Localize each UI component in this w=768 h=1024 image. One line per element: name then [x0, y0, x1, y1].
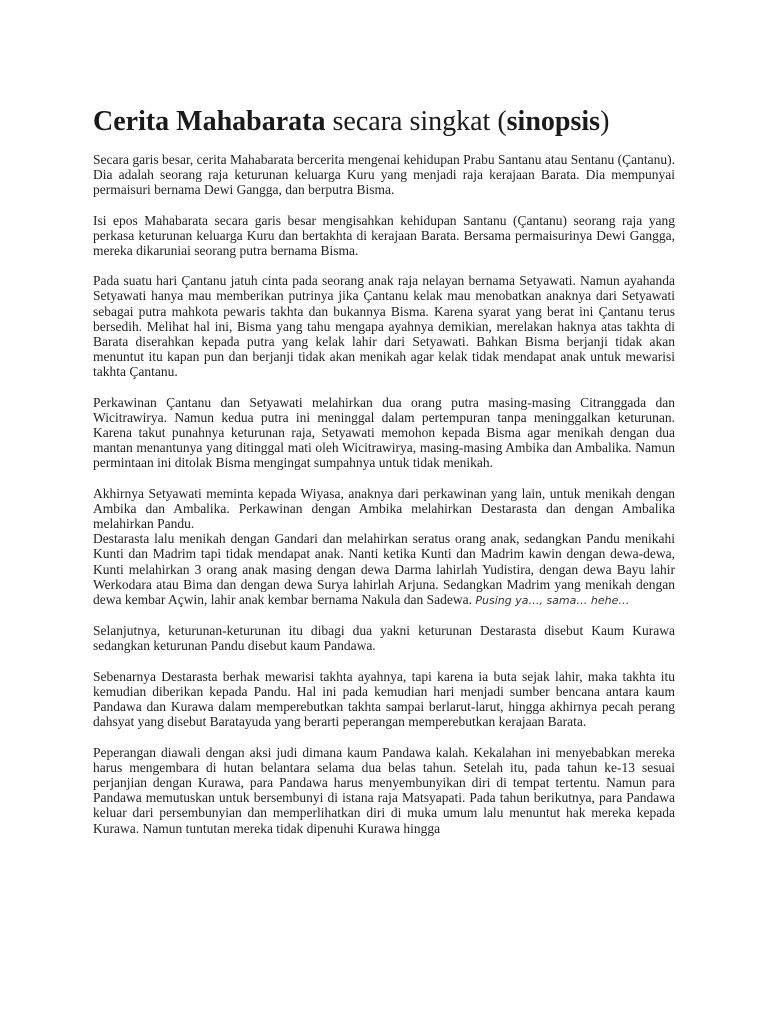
paragraph-8: Peperangan diawali dengan aksi judi dimana kaum Pandawa kalah. Kekalahan ini menyebabkan mereka harus mengembara di hutan belantara selama dua belas tahun. Setelah itu, pada tahun ke-13 sesuai perjanjian dengan Kurawa, para Pandawa harus menyembunyikan diri di tempat tertentu. Namun para Pandawa memutuskan untuk bersembunyi di istana raja Matsyapati. Pada tahun berikutnya, para Pandawa keluar dari persembunyian dan memperlihatkan diri di muka umum lalu menuntut hak mereka kepada Kurawa. Namun tuntutan mereka tidak dipenuhi Kurawa hingga [93, 744, 675, 836]
page-title [93, 104, 675, 140]
paragraph-1: Secara garis besar, cerita Mahabarata bercerita mengenai kehidupan Prabu Santanu atau Sentanu (Çantanu). Dia adalah seorang raja keturunan keluarga Kuru yang menjadi raja kerajaan Barata. Dia mempunyai permaisuri bernama Dewi Gangga, dan berputra Bisma. [93, 152, 675, 198]
title-close: ) [600, 106, 610, 137]
paragraph-5a: Akhirnya Setyawati meminta kepada Wiyasa, anaknya dari perkawinan yang lain, untuk menikah dengan Ambika dan Ambalika. Perkawinan dengan Ambika melahirkan Destarasta dan dengan Ambalika melahirkan Pandu. [93, 485, 675, 532]
paragraph-6: Selanjutnya, keturunan-keturunan itu dibagi dua yakni keturunan Destarasta disebut Kaum Kurawa sedangkan keturunan Pandu disebut kaum Pandawa. [93, 623, 675, 654]
title-regular: secara singkat ( [325, 106, 507, 137]
paragraph-5b [93, 531, 675, 608]
paragraph-3: Pada suatu hari Çantanu jatuh cinta pada seorang anak raja nelayan bernama Setyawati. Namun ayahanda Setyawati hanya mau memberikan putrinya jika Çantanu kelak mau menobatkan anaknya dari Setyawati sebagai putra mahkota pewaris takhta dan bukannya Bisma. Karena syarat yang berat ini Çantanu terus bersedih. Melihat hal ini, Bisma yang tahu mengapa ayahnya demikian, merelakan haknya atas takhta di Barata diserahkan kepada putra yang kelak lahir dari Setyawati. Bahkan Bisma berjanji tidak akan menuntut itu kapan pun dan berjanji tidak akan menikah agar kelak tidak mendapat anak untuk mewarisi takhta Çantanu. [93, 273, 675, 380]
paragraph-4: Perkawinan Çantanu dan Setyawati melahirkan dua orang putra masing-masing Citranggada dan Wicitrawirya. Namun kedua putra ini meninggal dalam pertempuran tanpa meninggalkan keturunan. Karena takut punahnya keturunan raja, Setyawati memohon kepada Bisma agar menikah dengan dua mantan menantunya yang ditinggal mati oleh Wicitrawirya, masing-masing Ambika dan Ambalika. Namun permintaan ini ditolak Bisma mengingat sumpahnya untuk tidak menikah. [93, 394, 675, 471]
paragraph-2: Isi epos Mahabarata secara garis besar mengisahkan kehidupan Santanu (Çantanu) seorang raja yang perkasa keturunan keluarga Kuru dan bertakhta di kerajaan Barata. Bersama permaisurinya Dewi Gangga, mereka dikaruniai seorang putra bernama Bisma. [93, 212, 675, 259]
title-bold-1: Cerita Mahabarata [93, 106, 326, 137]
paragraph-5-italic: Pusing ya…, sama… hehe… [475, 594, 630, 608]
paragraph-7: Sebenarnya Destarasta berhak mewarisi takhta ayahnya, tapi karena ia buta sejak lahir, maka takhta itu kemudian diberikan kepada Pandu. Hal ini pada kemudian hari menjadi sumber bencana antara kaum Pandawa dan Kurawa dalam memperebutkan takhta sampai berlarut-larut, hingga akhirnya pecah perang dahsyat yang disebut Baratayuda yang berarti peperangan memperebutkan kerajaan Barata. [93, 668, 675, 730]
document-page [93, 104, 675, 851]
paragraph-5b-text: Destarasta lalu menikah dengan Gandari dan melahirkan seratus orang anak, sedangkan Pandu menikahi Kunti dan Madrim tapi tidak mendapat anak. Nanti ketika Kunti dan Madrim kawin dengan dewa-dewa, Kunti melahirkan 3 orang anak masing dengan dewa Darma lahirlah Yudistira, dengan dewa Bayu lahir Werkodara atau Bima dan dengan dewa Surya lahirlah Arjuna. Sedangkan Madrim yang menikah dengan dewa kembar Açwin, lahir anak kembar bernama Nakula dan Sadewa. [93, 531, 675, 608]
title-bold-2: sinopsis [506, 106, 601, 137]
